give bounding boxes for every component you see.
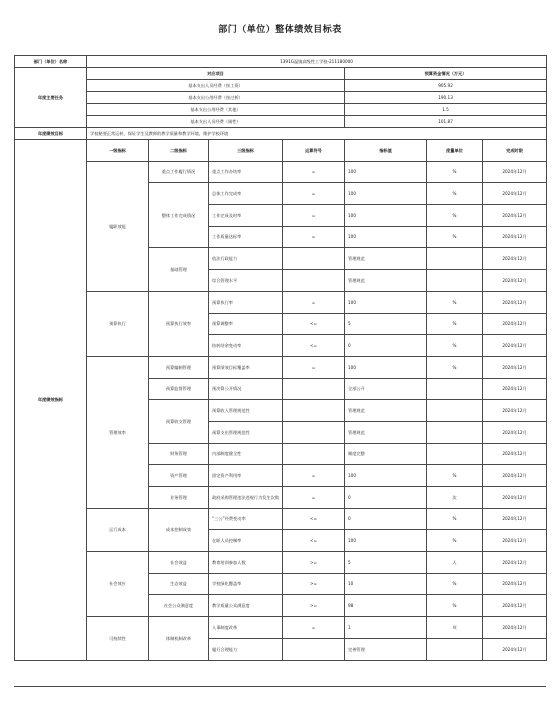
header-unit: 度量单位 [427,140,483,162]
dept-row [15,56,547,68]
level3-indicator: 工作完成及时率 [209,205,283,227]
level3-indicator: 人事制度改革 [209,617,283,639]
deadline: 2024年12月 [483,595,547,617]
level2-indicator: 成本控制成效 [149,508,209,551]
operator: <= [283,335,345,357]
level3-indicator: 预决算公开情况 [209,378,283,400]
indicator-row [15,617,547,639]
operator: = [283,205,345,227]
operator [283,638,345,660]
deadline: 2024年12月 [483,573,547,595]
deadline: 2024年12月 [483,270,547,292]
indicator-value: 管理规范 [345,248,427,270]
operator: = [283,183,345,205]
header-l2: 二级指标 [149,140,209,162]
unit [427,270,483,292]
task-header-row [15,68,547,80]
level1-indicator: 社会效应 [87,552,149,617]
indicator-value: 完善管理 [345,638,427,660]
header-value: 指标值 [345,140,427,162]
operator: = [283,226,345,248]
goal-label: 年度绩效目标 [15,128,87,140]
deadline: 2024年12月 [483,335,547,357]
task-row [15,92,547,104]
level3-indicator: “三公”经费变动率 [209,508,283,530]
page-title: 部门（单位）整体绩效目标表 [218,25,342,35]
indicator-row [15,291,547,313]
task-amount: 1.5 [345,104,547,116]
performance-table [14,55,547,661]
level3-indicator: 教育培训参加人数 [209,552,283,574]
indicator-value: 管理规范 [345,421,427,443]
table-bottom-border [14,686,546,687]
task-amount: 905.92 [345,80,547,92]
level3-indicator: 综合管理水平 [209,270,283,292]
level2-indicator: 基础管理 [149,248,209,291]
level2-indicator: 资产管理 [149,465,209,487]
unit: 项 [427,617,483,639]
deadline: 2024年12月 [483,400,547,422]
level3-indicator: 总体工作完成率 [209,183,283,205]
operator [283,270,345,292]
unit [427,443,483,465]
task-item: 基本支出公用经费（其他） [87,104,345,116]
unit: % [427,226,483,248]
indicator-row [15,508,547,530]
level2-indicator: 预算收支管理 [149,400,209,443]
level3-indicator: 预算调整率 [209,313,283,335]
level3-indicator: 预算支出管理规范性 [209,421,283,443]
deadline: 2024年12月 [483,313,547,335]
indicator-value: 0 [345,508,427,530]
level2-indicator: 社会公众满意度 [149,595,209,617]
deadline: 2024年12月 [483,530,547,552]
unit [427,378,483,400]
goal-text: 学校秘要正常运转，保证学生及教师的教学质量和教学环境，维护学校环境 [87,128,547,140]
level1-indicator: 运行成本 [87,508,149,551]
deadline: 2024年12月 [483,226,547,248]
operator: >= [283,573,345,595]
operator: >= [283,552,345,574]
indicator-row [15,161,547,183]
unit: % [427,161,483,183]
level3-indicator: 内部制度健全性 [209,443,283,465]
level3-indicator: 重点工作办结率 [209,161,283,183]
task-item: 基本支出人员经费（刚性） [87,116,345,128]
level1-indicator: 可持续性 [87,617,149,660]
operator [283,248,345,270]
header-operator: 运算符号 [283,140,345,162]
indicator-value: 100 [345,530,427,552]
unit [427,400,483,422]
indicator-row [15,356,547,378]
deadline: 2024年12月 [483,205,547,227]
operator: >= [283,595,345,617]
level2-indicator: 社会效益 [149,552,209,574]
indicator-value: 制度完整 [345,443,427,465]
indicator-value: 全部公开 [345,378,427,400]
unit: % [427,465,483,487]
unit: % [427,183,483,205]
unit: % [427,530,483,552]
task-amount: 190.13 [345,92,547,104]
level2-indicator: 业务管理 [149,487,209,509]
unit: % [427,291,483,313]
level3-indicator: 教学质量公众满意度 [209,595,283,617]
operator [283,378,345,400]
indicator-value: 管理规范 [345,400,427,422]
unit: % [427,335,483,357]
indicator-value: 100 [345,465,427,487]
indicator-value: 1 [345,617,427,639]
deadline: 2024年12月 [483,552,547,574]
operator: <= [283,313,345,335]
operator [283,443,345,465]
deadline: 2024年12月 [483,443,547,465]
operator: <= [283,508,345,530]
operator: = [283,465,345,487]
deadline: 2024年12月 [483,487,547,509]
level3-indicator: 预算执行率 [209,291,283,313]
indicator-value: 5 [345,313,427,335]
level2-indicator: 体制机制改革 [149,617,209,660]
operator [283,400,345,422]
header-l1: 一级指标 [87,140,149,162]
unit [427,638,483,660]
operator: = [283,356,345,378]
dept-value: 1391G温镇高级性工学校-211180000 [87,56,547,68]
level3-indicator: 学校绿化覆盖率 [209,573,283,595]
task-row [15,116,547,128]
header-l3: 三级指标 [209,140,283,162]
indicator-value: 管理规范 [345,270,427,292]
level1-indicator: 履职效能 [87,161,149,291]
unit [427,421,483,443]
tasks-col-budget: 预算资金情况（万元） [345,68,547,80]
task-item: 基本支出公用经费（按过桥） [87,92,345,104]
unit: % [427,356,483,378]
unit: % [427,595,483,617]
level3-indicator: 预算绩效目标覆盖率 [209,356,283,378]
indicator-value: 100 [345,205,427,227]
header-deadline: 完成时限 [483,140,547,162]
indicator-value: 100 [345,226,427,248]
level1-indicator: 管理效率 [87,356,149,508]
deadline: 2024年12月 [483,378,547,400]
level3-indicator: 履行合理能力 [209,638,283,660]
indicator-value: 100 [345,356,427,378]
unit: 人 [427,552,483,574]
operator: <= [283,530,345,552]
level3-indicator: 固定资产利用率 [209,465,283,487]
indicator-value: 100 [345,161,427,183]
level3-indicator: 在职人员控制率 [209,530,283,552]
level2-indicator: 预算执行效率 [149,291,209,356]
level3-indicator: 结转结余变动率 [209,335,283,357]
deadline: 2024年12月 [483,617,547,639]
task-amount: 101.87 [345,116,547,128]
deadline: 2024年12月 [483,638,547,660]
operator: = [283,291,345,313]
deadline: 2024年12月 [483,161,547,183]
tasks-label: 年度主要任务 [15,68,87,128]
goal-row [15,128,547,140]
operator: = [283,487,345,509]
deadline: 2024年12月 [483,356,547,378]
unit: % [427,205,483,227]
deadline: 2024年12月 [483,421,547,443]
indicator-value: 98 [345,595,427,617]
indicator-value: 0 [345,487,427,509]
deadline: 2024年12月 [483,508,547,530]
deadline: 2024年12月 [483,183,547,205]
indicator-value: 5 [345,552,427,574]
indicator-header-row [15,140,547,162]
indicators-label: 年度绩效指标 [15,140,87,661]
dept-label: 部门（单位）名称 [15,56,87,68]
unit: % [427,508,483,530]
task-row [15,104,547,116]
indicator-value: 0 [345,335,427,357]
indicator-value: 10 [345,573,427,595]
level2-indicator: 重点工作履行情况 [149,161,209,183]
deadline: 2024年12月 [483,291,547,313]
task-item: 基本支出人员经费（按工资） [87,80,345,92]
deadline: 2024年12月 [483,248,547,270]
level2-indicator: 整体工作完成情况 [149,183,209,248]
operator: = [283,617,345,639]
unit: % [427,573,483,595]
level2-indicator: 预算编制管理 [149,356,209,378]
indicator-value: 100 [345,291,427,313]
level3-indicator: 工作质量达标率 [209,226,283,248]
level2-indicator: 生态效益 [149,573,209,595]
level3-indicator: 预算收入管理规范性 [209,400,283,422]
deadline: 2024年12月 [483,465,547,487]
operator [283,421,345,443]
level1-indicator: 预算执行 [87,291,149,356]
operator: = [283,161,345,183]
level3-indicator: 依法行政能力 [209,248,283,270]
indicator-row [15,552,547,574]
level2-indicator: 预算监督管理 [149,378,209,400]
indicator-value: 100 [345,183,427,205]
unit [427,248,483,270]
unit: 次 [427,487,483,509]
task-row [15,80,547,92]
level2-indicator: 财务管理 [149,443,209,465]
tasks-col-item: 对应项目 [87,68,345,80]
unit: % [427,313,483,335]
level3-indicator: 政府采购管理违法违规行为发生次数 [209,487,283,509]
